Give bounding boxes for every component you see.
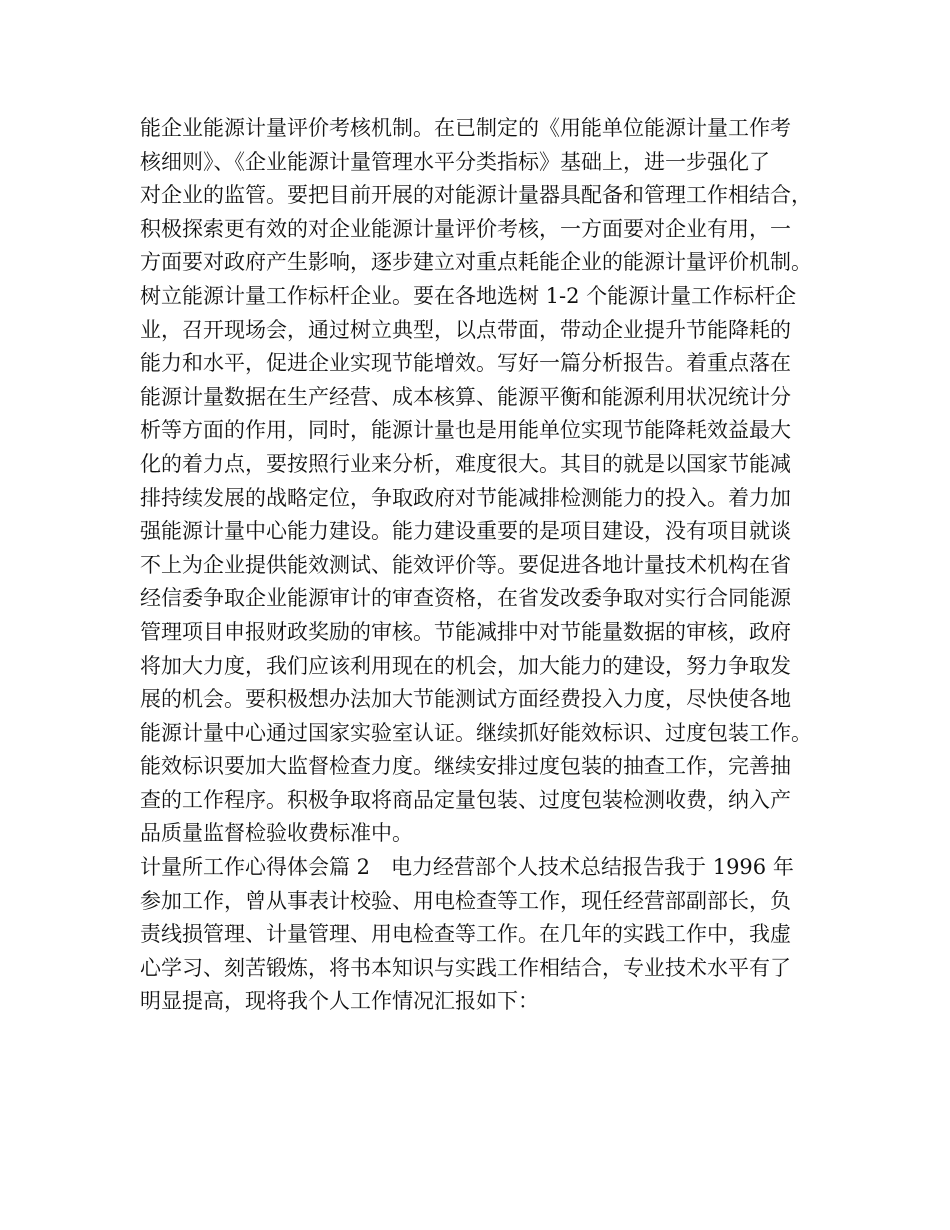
- text-line: 不上为企业提供能效测试、能效评价等。要促进各地计量技术机构在省: [140, 552, 791, 577]
- text-line: 品质量监督检验收费标准中。: [140, 821, 413, 846]
- text-line: 展的机会。要积极想办法加大节能测试方面经费投入力度，尽快使各地: [140, 687, 791, 712]
- text-line: 心学习、刻苦锻炼，将书本知识与实践工作相结合，专业技术水平有了: [140, 955, 791, 980]
- text-line: 业，召开现场会，通过树立典型，以点带面，带动企业提升节能降耗的: [140, 317, 791, 342]
- text-line: 析等方面的作用，同时，能源计量也是用能单位实现节能降耗效益最大: [140, 418, 791, 443]
- text-line: 责线损管理、计量管理、用电检查等工作。在几年的实践工作中，我虚: [140, 922, 791, 947]
- text-line: 核细则》、《企业能源计量管理水平分类指标》基础上，进一步强化了: [140, 149, 770, 174]
- text-line: 明显提高，现将我个人工作情况汇报如下：: [140, 989, 539, 1014]
- text-line: 能企业能源计量评价考核机制。在已制定的《用能单位能源计量工作考: [140, 116, 791, 140]
- body-text: [140, 112, 820, 1019]
- text-line: 将加大力度，我们应该利用现在的机会，加大能力的建设，努力争取发: [140, 653, 791, 678]
- text-line: 经信委争取企业能源审计的审查资格，在省发改委争取对实行合同能源: [140, 586, 791, 611]
- text-line: 积极探索更有效的对企业能源计量评价考核，一方面要对企业有用，一: [140, 216, 791, 241]
- text-line: 强能源计量中心能力建设。能力建设重要的是项目建设，没有项目就谈: [140, 519, 791, 544]
- text-line: 方面要对政府产生影响，逐步建立对重点耗能企业的能源计量评价机制。: [140, 250, 812, 275]
- text-line: 能源计量数据在生产经营、成本核算、能源平衡和能源利用状况统计分: [140, 384, 791, 409]
- text-line: 管理项目申报财政奖励的审核。节能减排中对节能量数据的审核，政府: [140, 619, 791, 644]
- text-line: 树立能源计量工作标杆企业。要在各地选树 1-2 个能源计量工作标杆企: [140, 283, 797, 308]
- text-line: 参加工作，曾从事表计校验、用电检查等工作，现任经营部副部长，负: [140, 888, 791, 913]
- text-line: 化的着力点，要按照行业来分析，难度很大。其目的就是以国家节能减: [140, 451, 791, 476]
- text-line: 能源计量中心通过国家实验室认证。继续抓好能效标识、过度包装工作。: [140, 720, 812, 745]
- text-line: 能效标识要加大监督检查力度。继续安排过度包装的抽查工作，完善抽: [140, 754, 791, 779]
- text-line: 查的工作程序。积极争取将商品定量包装、过度包装检测收费，纳入产: [140, 787, 791, 812]
- text-line: 计量所工作心得体会篇 2 电力经营部个人技术总结报告我于 1996 年: [140, 855, 794, 880]
- text-line: 排持续发展的战略定位，争取政府对节能减排检测能力的投入。着力加: [140, 485, 791, 510]
- text-line: 对企业的监管。要把目前开展的对能源计量器具配备和管理工作相结合，: [140, 183, 812, 208]
- text-line: 能力和水平，促进企业实现节能增效。写好一篇分析报告。着重点落在: [140, 351, 791, 376]
